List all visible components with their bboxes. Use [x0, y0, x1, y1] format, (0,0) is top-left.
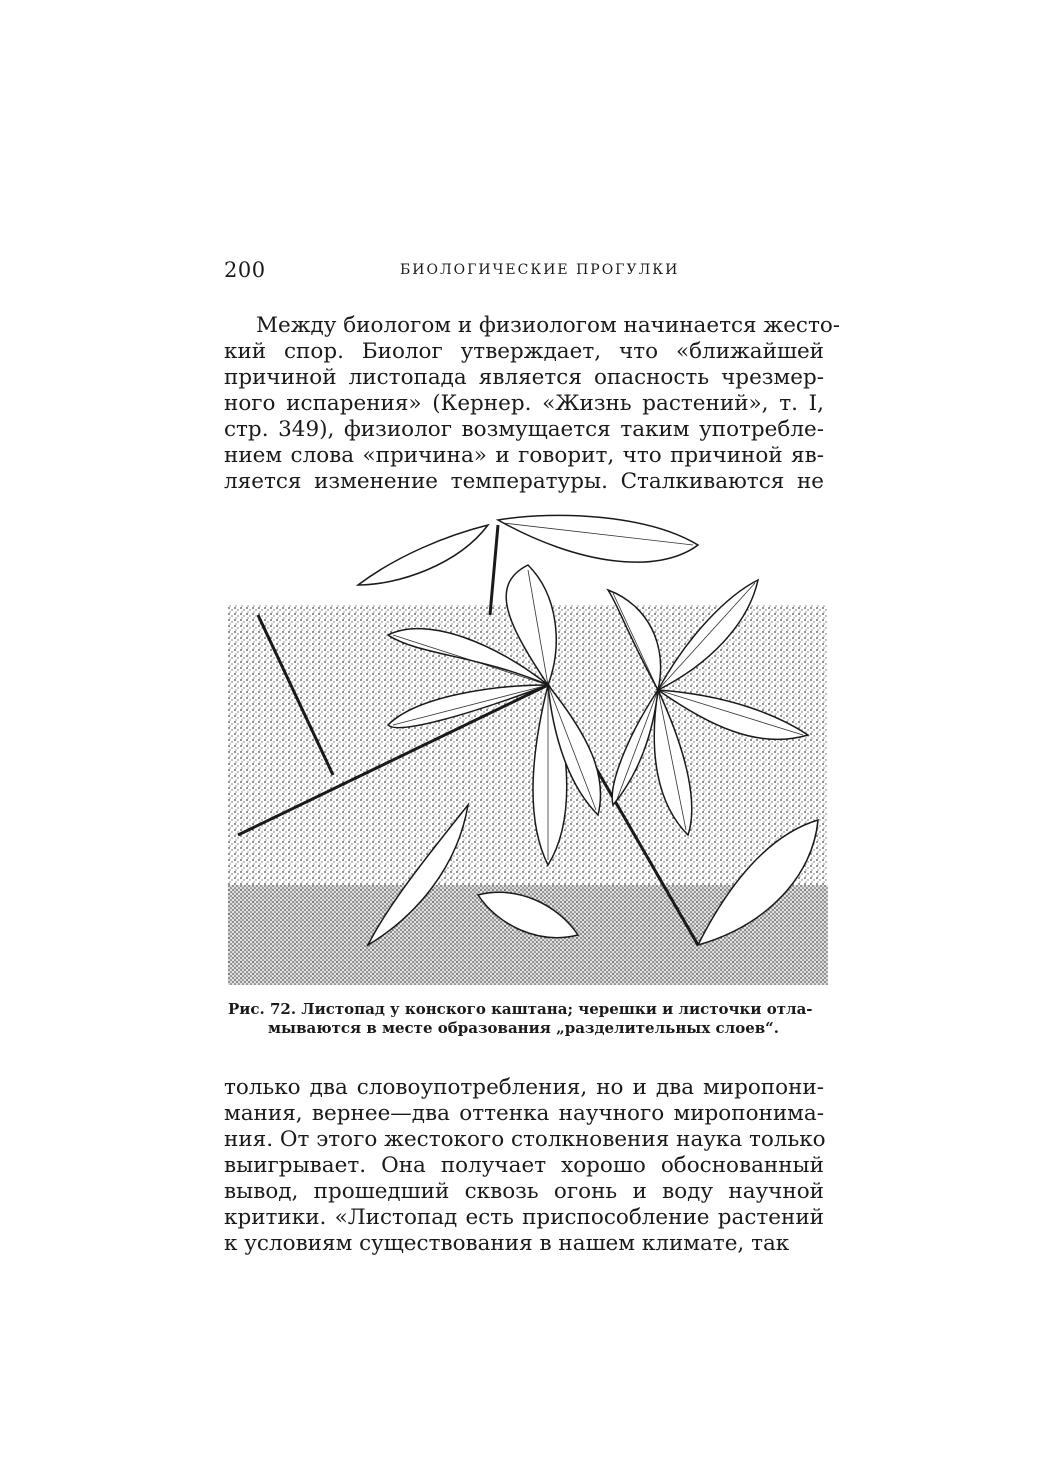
text-line: ного испарения» (Кернер. «Жизнь растений», т. I, — [224, 391, 824, 416]
text-line: Между биологом и физиологом начинается жесто- — [256, 313, 841, 338]
text-line: критики. «Листопад есть приспособление растений — [224, 1205, 824, 1230]
page-number: 200 — [224, 258, 266, 282]
text-line: ния. От этого жестокого столкновения наука только — [224, 1127, 826, 1152]
figure-caption — [228, 1000, 828, 1038]
text-line: выигрывает. Она получает хорошо обоснованный — [224, 1153, 824, 1178]
text-line: ляется изменение температуры. Сталкиваются не — [224, 469, 824, 494]
paragraph-top — [224, 313, 841, 495]
text-line: мания, вернее—два оттенка научного миропонима- — [224, 1101, 824, 1126]
text-line: нием слова «причина» и говорит, что причиной яв- — [224, 443, 824, 468]
chestnut-leaves-illustration — [228, 505, 828, 985]
caption-line: мываются в месте образования „разделительных слоев“. — [268, 1019, 780, 1037]
text-line: только два словоупотребления, но и два миропони- — [224, 1075, 824, 1100]
text-line: стр. 349), физиолог возмущается таким употребле- — [224, 417, 824, 442]
text-line: причиной листопада является опасность чрезмер- — [224, 365, 824, 390]
text-line: к условиям существования в нашем климате, так — [224, 1231, 790, 1256]
engraving-image — [228, 505, 828, 985]
text-line: кий спор. Биолог утверждает, что «ближайшей — [224, 339, 824, 364]
paragraph-bottom — [224, 1075, 824, 1257]
running-title: БИОЛОГИЧЕСКИЕ ПРОГУЛКИ — [400, 262, 680, 278]
text-line: вывод, прошедший сквозь огонь и воду научной — [224, 1179, 824, 1204]
caption-line: Рис. 72. Листопад у конского каштана; черешки и листочки отла- — [228, 1000, 813, 1018]
